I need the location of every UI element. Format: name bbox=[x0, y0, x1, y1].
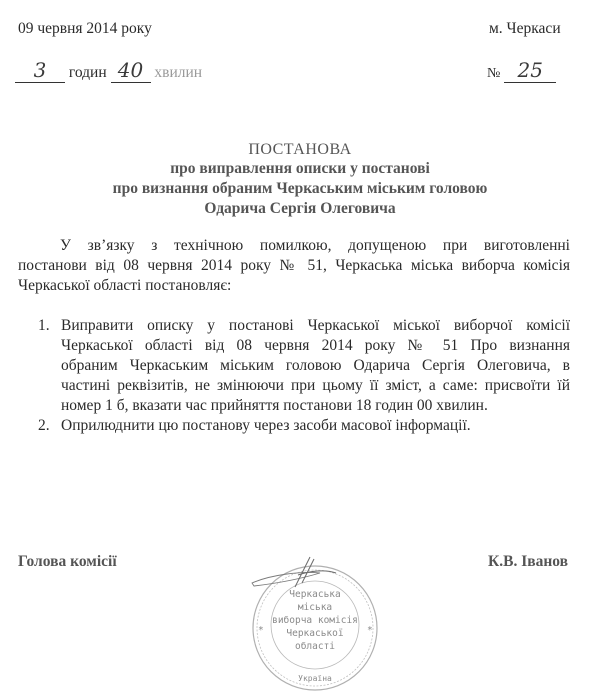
intro-line-3: Черкаської області постановляє: bbox=[18, 277, 232, 294]
minutes-value: 40 bbox=[111, 58, 151, 83]
signatory-position: Голова комісії bbox=[18, 553, 117, 570]
document-number bbox=[487, 58, 556, 83]
hours-label: годин bbox=[68, 64, 107, 81]
stamp-line-2: міська bbox=[297, 602, 333, 613]
stamp-line-4: Черкаської bbox=[286, 628, 344, 639]
stamp-line-1: Черкаська bbox=[289, 589, 341, 600]
document-heading: ПОСТАНОВА bbox=[248, 141, 352, 158]
item-line: номер 1 б, вказати час прийняття постанови 18 годин 00 хвилин. bbox=[61, 397, 488, 414]
intro-line-2: постанови від 08 червня 2014 року № 51, Черкаська міська виборча комісія bbox=[18, 257, 570, 274]
signature-stroke bbox=[252, 572, 320, 586]
stamp-star-left: * bbox=[258, 625, 264, 636]
stamp-line-5: області bbox=[294, 641, 336, 652]
document-city: м. Черкаси bbox=[489, 20, 561, 37]
item-line: Оприлюднити цю постанову через засоби масової інформації. bbox=[61, 417, 471, 434]
number-label: № bbox=[487, 66, 501, 81]
stamp-star-right: * bbox=[367, 625, 373, 636]
item-line: Черкаської області від 08 червня 2014 року № 51 Про визнання bbox=[61, 337, 570, 354]
document-date: 09 червня 2014 року bbox=[18, 20, 152, 37]
official-stamp bbox=[240, 553, 390, 691]
minutes-label: хвилин bbox=[154, 64, 203, 81]
subtitle-line-2: про визнання обраним Черкаським міським головою bbox=[112, 180, 488, 197]
number-value: 25 bbox=[504, 58, 556, 83]
time-of-adoption bbox=[15, 58, 202, 83]
subtitle-line-1: про виправлення описки у постанові bbox=[170, 160, 430, 177]
item-line: Виправити описку у постанові Черкаської міської виборчої комісії bbox=[61, 317, 570, 334]
stamp-line-3: виборча комісія bbox=[272, 615, 358, 626]
stamp-bottom-text: Україна bbox=[298, 674, 332, 683]
item-number: 2. bbox=[38, 417, 50, 434]
item-line: частині реквізитів, не змінюючи при цьому її зміст, а саме: присвоїти їй bbox=[61, 377, 570, 394]
intro-line-1: У зв’язку з технічною помилкою, допущеною при виготовленні bbox=[60, 237, 570, 254]
subtitle-line-3: Одарича Сергія Олеговича bbox=[204, 200, 396, 217]
signatory-name: К.В. Іванов bbox=[488, 553, 569, 570]
hours-value: 3 bbox=[15, 58, 65, 83]
item-number: 1. bbox=[38, 317, 50, 334]
item-line: обраним Черкаським міським головою Одарича Сергія Олеговича, в bbox=[61, 357, 570, 374]
